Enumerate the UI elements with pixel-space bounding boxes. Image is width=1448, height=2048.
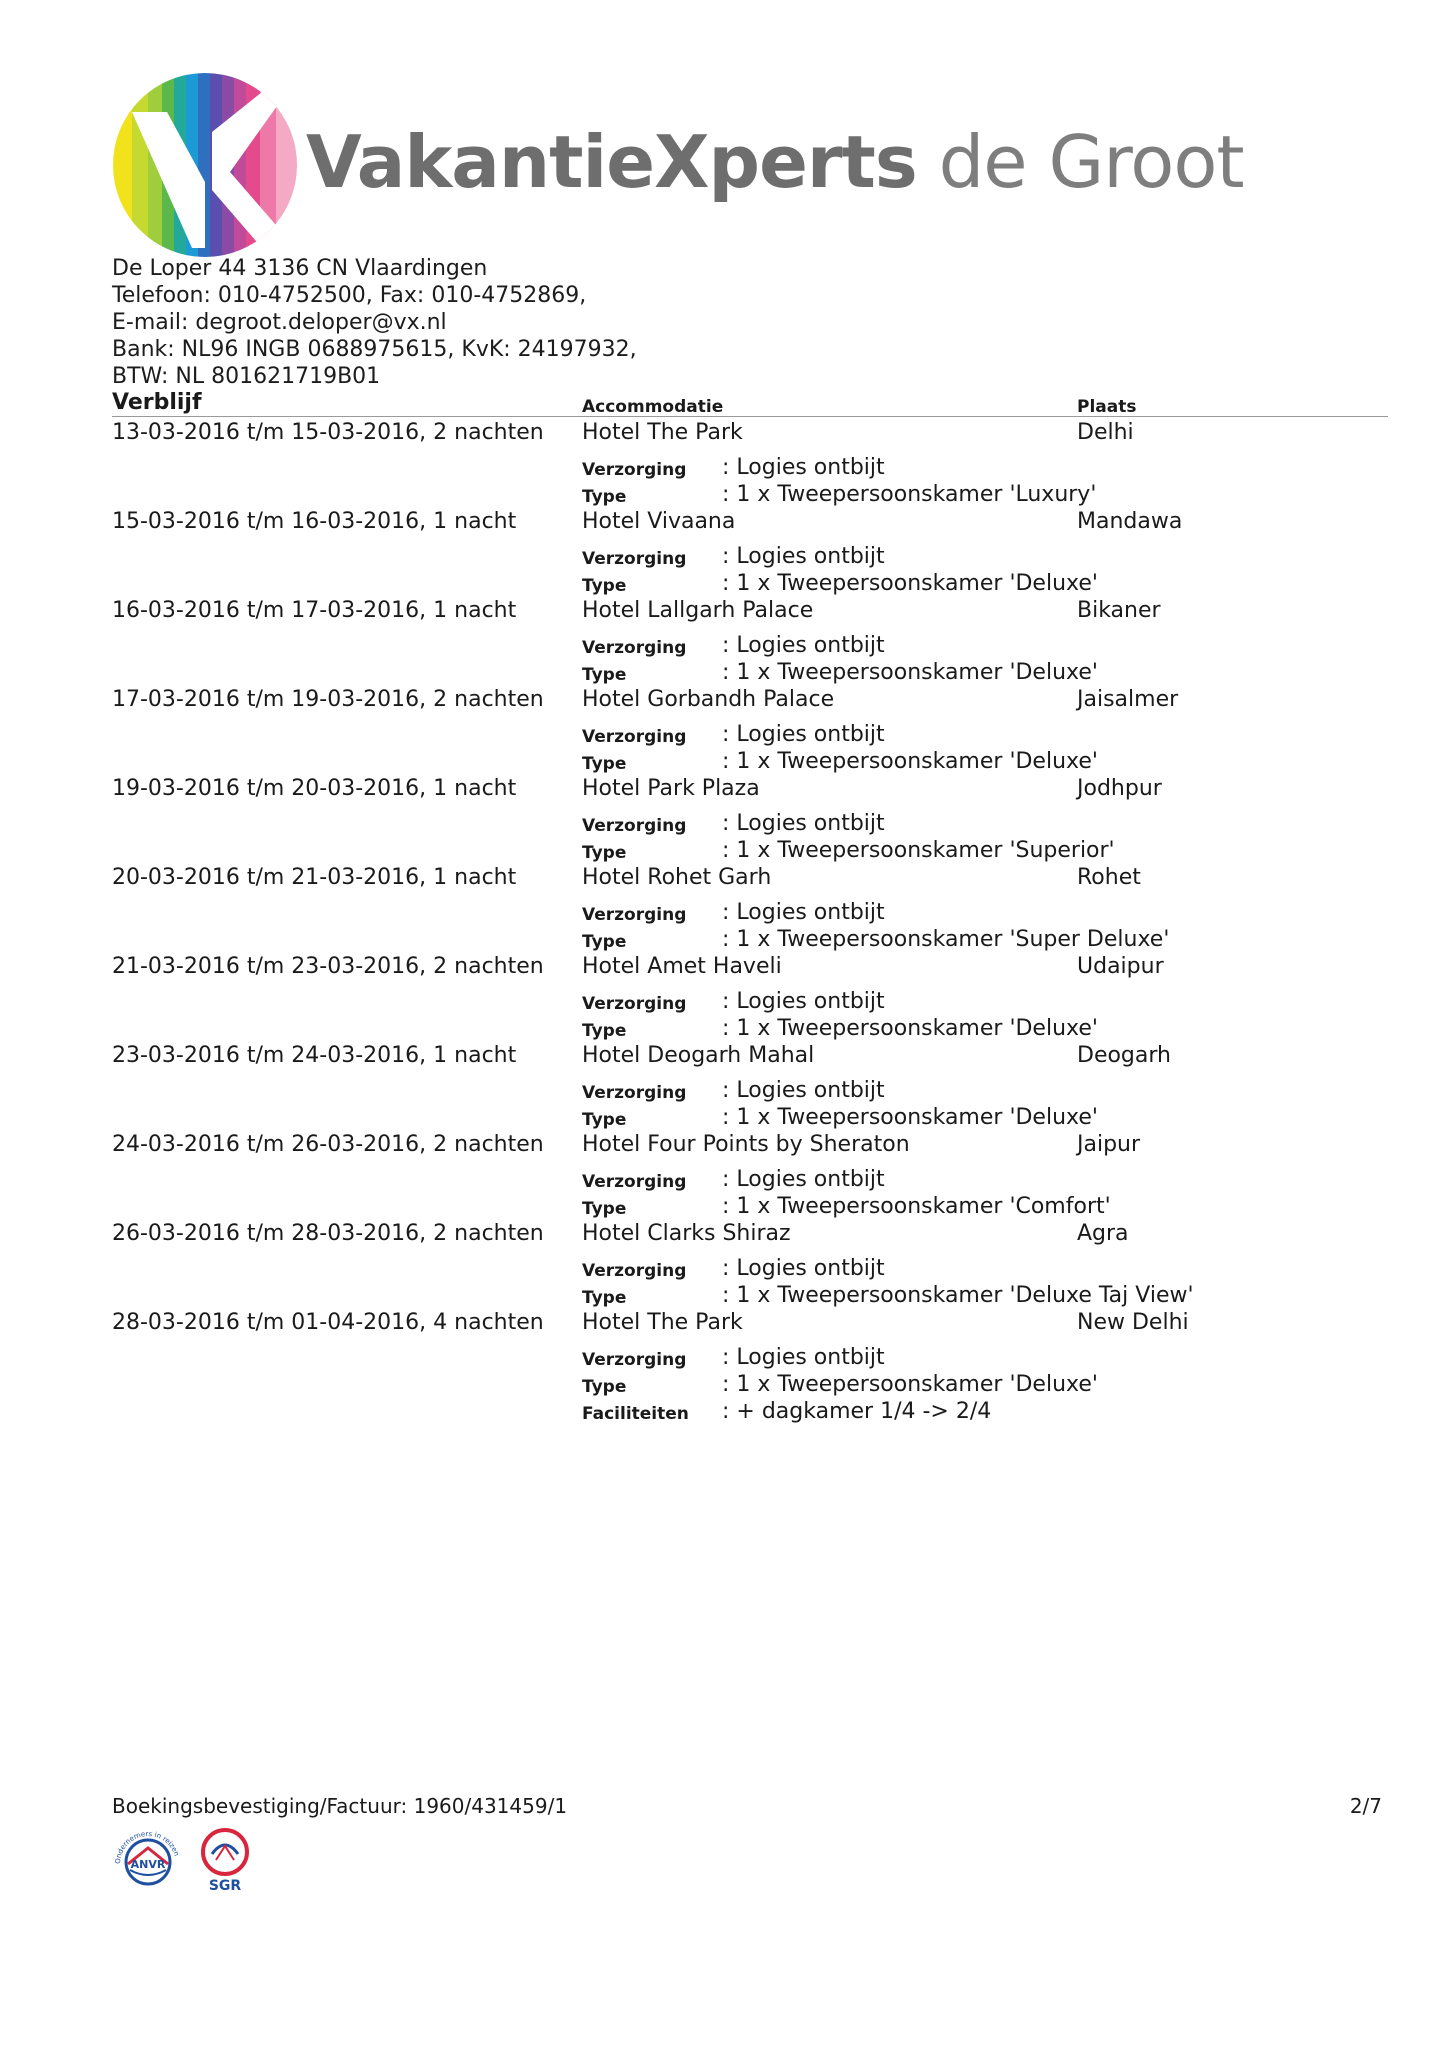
stay-place: Jaisalmer xyxy=(1077,687,1179,712)
company-address: De Loper 44 3136 CN Vlaardingen xyxy=(112,256,488,281)
stay-period: 17-03-2016 t/m 19-03-2016, 2 nachten xyxy=(112,687,544,712)
type-label: Type xyxy=(582,1377,627,1397)
verzorging-label: Verzorging xyxy=(582,1261,687,1281)
type-value: : 1 x Tweepersoonskamer 'Deluxe Taj View' xyxy=(722,1283,1194,1308)
stay-place: Jaipur xyxy=(1077,1132,1141,1157)
verzorging-label: Verzorging xyxy=(582,816,687,836)
stay-row xyxy=(112,1041,1388,1130)
verzorging-label: Verzorging xyxy=(582,1350,687,1370)
verzorging-value: : Logies ontbijt xyxy=(722,989,885,1014)
type-label: Type xyxy=(582,1110,627,1130)
company-bank: Bank: NL96 INGB 0688975615, KvK: 24197932, xyxy=(112,337,637,362)
anvr-text: ANVR xyxy=(130,1858,166,1871)
type-value: : 1 x Tweepersoonskamer 'Deluxe' xyxy=(722,1105,1098,1130)
booking-reference: Boekingsbevestiging/Factuur: 1960/431459/1 xyxy=(112,1794,568,1818)
company-email: E-mail: degroot.deloper@vx.nl xyxy=(112,310,447,335)
stay-hotel: Hotel Four Points by Sheraton xyxy=(582,1132,910,1157)
sgr-badge-icon xyxy=(190,1822,260,1896)
stay-row xyxy=(112,952,1388,1041)
verzorging-value: : Logies ontbijt xyxy=(722,1345,885,1370)
faciliteiten-value: : + dagkamer 1/4 -> 2/4 xyxy=(722,1399,992,1424)
stay-hotel: Hotel Deogarh Mahal xyxy=(582,1043,815,1068)
verzorging-label: Verzorging xyxy=(582,638,687,658)
type-label: Type xyxy=(582,487,627,507)
stay-hotel: Hotel Clarks Shiraz xyxy=(582,1221,791,1246)
verzorging-value: : Logies ontbijt xyxy=(722,811,885,836)
verzorging-label: Verzorging xyxy=(582,460,687,480)
stay-hotel: Hotel Vivaana xyxy=(582,509,736,534)
type-label: Type xyxy=(582,1021,627,1041)
column-header-place: Plaats xyxy=(1077,397,1137,417)
stay-period: 26-03-2016 t/m 28-03-2016, 2 nachten xyxy=(112,1221,544,1246)
stay-hotel: Hotel Park Plaza xyxy=(582,776,760,801)
stay-hotel: Hotel Gorbandh Palace xyxy=(582,687,835,712)
brand-name-bold: VakantieXperts xyxy=(306,120,917,204)
type-value: : 1 x Tweepersoonskamer 'Deluxe' xyxy=(722,660,1098,685)
verzorging-value: : Logies ontbijt xyxy=(722,900,885,925)
column-header-accommodation: Accommodatie xyxy=(582,397,724,417)
company-info xyxy=(112,255,637,390)
verzorging-value: : Logies ontbijt xyxy=(722,1078,885,1103)
type-value: : 1 x Tweepersoonskamer 'Luxury' xyxy=(722,482,1097,507)
verzorging-value: : Logies ontbijt xyxy=(722,455,885,480)
vx-logo-mark-icon xyxy=(112,72,298,258)
verzorging-value: : Logies ontbijt xyxy=(722,544,885,569)
type-value: : 1 x Tweepersoonskamer 'Deluxe' xyxy=(722,749,1098,774)
type-value: : 1 x Tweepersoonskamer 'Superior' xyxy=(722,838,1115,863)
company-logo xyxy=(112,72,1244,262)
stay-period: 20-03-2016 t/m 21-03-2016, 1 nacht xyxy=(112,865,517,890)
stay-place: Agra xyxy=(1077,1221,1129,1246)
type-value: : 1 x Tweepersoonskamer 'Comfort' xyxy=(722,1194,1111,1219)
page-number: 2/7 xyxy=(1349,1794,1382,1818)
verzorging-label: Verzorging xyxy=(582,994,687,1014)
verzorging-value: : Logies ontbijt xyxy=(722,1256,885,1281)
stay-row xyxy=(112,596,1388,685)
stay-row xyxy=(112,507,1388,596)
stay-place: Rohet xyxy=(1077,865,1141,890)
verzorging-value: : Logies ontbijt xyxy=(722,633,885,658)
faciliteiten-label: Faciliteiten xyxy=(582,1404,689,1424)
table-header xyxy=(112,388,1388,417)
stay-hotel: Hotel The Park xyxy=(582,420,743,445)
verzorging-value: : Logies ontbijt xyxy=(722,1167,885,1192)
stay-place: Jodhpur xyxy=(1077,776,1162,801)
stay-period: 15-03-2016 t/m 16-03-2016, 1 nacht xyxy=(112,509,517,534)
stay-place: Mandawa xyxy=(1077,509,1183,534)
stay-hotel: Hotel Rohet Garh xyxy=(582,865,772,890)
stays-list xyxy=(112,418,1388,1424)
stay-row xyxy=(112,1130,1388,1219)
type-value: : 1 x Tweepersoonskamer 'Deluxe' xyxy=(722,1016,1098,1041)
sgr-text: SGR xyxy=(208,1878,242,1894)
stay-row xyxy=(112,418,1388,507)
stay-row xyxy=(112,863,1388,952)
stay-period: 24-03-2016 t/m 26-03-2016, 2 nachten xyxy=(112,1132,544,1157)
stay-hotel: Hotel Lallgarh Palace xyxy=(582,598,814,623)
verzorging-value: : Logies ontbijt xyxy=(722,722,885,747)
verzorging-label: Verzorging xyxy=(582,1172,687,1192)
stay-period: 21-03-2016 t/m 23-03-2016, 2 nachten xyxy=(112,954,544,979)
verzorging-label: Verzorging xyxy=(582,905,687,925)
company-phone: Telefoon: 010-4752500, Fax: 010-4752869, xyxy=(112,283,587,308)
stay-period: 28-03-2016 t/m 01-04-2016, 4 nachten xyxy=(112,1310,544,1335)
stay-hotel: Hotel Amet Haveli xyxy=(582,954,782,979)
verzorging-label: Verzorging xyxy=(582,727,687,747)
anvr-ring-text: Ondernemers in reizen xyxy=(113,1829,181,1865)
type-label: Type xyxy=(582,665,627,685)
stay-hotel: Hotel The Park xyxy=(582,1310,743,1335)
type-label: Type xyxy=(582,576,627,596)
stay-place: Udaipur xyxy=(1077,954,1164,979)
stay-place: New Delhi xyxy=(1077,1310,1189,1335)
company-btw: BTW: NL 801621719B01 xyxy=(112,364,381,389)
stay-row xyxy=(112,774,1388,863)
stay-place: Deogarh xyxy=(1077,1043,1171,1068)
type-label: Type xyxy=(582,843,627,863)
type-label: Type xyxy=(582,1288,627,1308)
brand-name-light: de Groot xyxy=(916,120,1244,204)
brand-name xyxy=(306,120,1244,204)
stay-place: Bikaner xyxy=(1077,598,1161,623)
stay-row xyxy=(112,1219,1388,1308)
verzorging-label: Verzorging xyxy=(582,549,687,569)
type-value: : 1 x Tweepersoonskamer 'Deluxe' xyxy=(722,571,1098,596)
verzorging-label: Verzorging xyxy=(582,1083,687,1103)
anvr-badge-icon xyxy=(110,1820,186,1896)
type-label: Type xyxy=(582,932,627,952)
column-header-stay: Verblijf xyxy=(112,390,202,415)
type-value: : 1 x Tweepersoonskamer 'Deluxe' xyxy=(722,1372,1098,1397)
type-label: Type xyxy=(582,1199,627,1219)
type-value: : 1 x Tweepersoonskamer 'Super Deluxe' xyxy=(722,927,1170,952)
stay-period: 19-03-2016 t/m 20-03-2016, 1 nacht xyxy=(112,776,517,801)
stay-row xyxy=(112,685,1388,774)
stay-period: 13-03-2016 t/m 15-03-2016, 2 nachten xyxy=(112,420,544,445)
type-label: Type xyxy=(582,754,627,774)
stay-period: 16-03-2016 t/m 17-03-2016, 1 nacht xyxy=(112,598,517,623)
stay-place: Delhi xyxy=(1077,420,1134,445)
stay-row xyxy=(112,1308,1388,1424)
stay-period: 23-03-2016 t/m 24-03-2016, 1 nacht xyxy=(112,1043,517,1068)
